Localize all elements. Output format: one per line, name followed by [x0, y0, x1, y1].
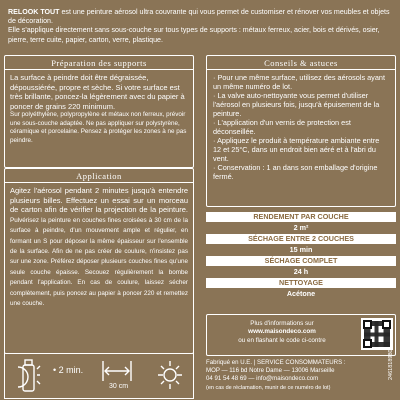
brand-name: RELOOK TOUT: [8, 8, 60, 16]
reference-number: 2461818980: [388, 349, 394, 380]
qr-corner: [363, 320, 372, 329]
conseil-item: · Appliquez le produit à température ambiante entre 12 et 25°C, dans un endroit bien aéré et à l'abri du vent.: [213, 136, 380, 163]
left-column: [4, 55, 194, 390]
preparation-title: Préparation des supports: [5, 56, 193, 70]
conseils-title: Conseils & astuces: [207, 56, 395, 70]
spec-value-nettoyage: Acétone: [286, 289, 316, 298]
spec-value-sechage-complet: 24 h: [293, 267, 309, 276]
usage-icons: [4, 351, 194, 399]
application-text: [5, 183, 193, 311]
conseils-list: [207, 70, 395, 184]
application-small-text: Pulvérisez la peinture en couches fines croisées à 30 cm de la surface à peindre, d'un mouvement ample et régulier, en formant un S pour déposer la même épaisseur sur l'ensemble de la surface. Afin de ne pas créer de coulure, n'insistez pas sur une zone. Préférez déposer plusieurs couches fines qu'une seule couche épaisse. Secouez régulièrement la bombe pendant l'application. En cas de coulure, laissez sécher complètement, puis poncez au papier à poncer 220 et remettez une couche.: [10, 216, 188, 308]
qr-corner: [382, 320, 391, 329]
intro-line-1: est une peinture aérosol ultra couvrante qui vous permet de customiser et rénover vos meubles et objets de décoration.: [8, 8, 390, 26]
qr-corner: [363, 339, 372, 348]
intro-text: [8, 8, 392, 45]
time-label: • 2 min.: [53, 365, 84, 375]
application-main-text: Agitez l'aérosol pendant 2 minutes jusqu'à entendre plusieurs billes. Effectuez un essai sur un morceau de carton afin de vérifier la projection de la peinture.: [10, 186, 188, 215]
fabrication-info: [206, 359, 396, 392]
conseil-item: · L'application d'un vernis de protection est déconseillée.: [213, 118, 351, 136]
conseils-box: [206, 55, 396, 207]
qr-code[interactable]: [361, 318, 393, 350]
fabrication-line-1: Fabriqué en U.E. | SERVICE CONSOMMATEURS :: [206, 359, 346, 366]
preparation-text: [5, 70, 193, 148]
spec-value-sechage-couches: 15 min: [289, 245, 313, 254]
conseil-item: · Pour une même surface, utilisez des aérosols ayant un même numéro de lot.: [213, 73, 385, 91]
info-box: [206, 314, 396, 356]
spec-value-rendement: 2 m²: [293, 223, 309, 232]
spec-label-sechage-couches: SÉCHAGE ENTRE 2 COUCHES: [206, 234, 396, 244]
application-title: Application: [5, 169, 193, 183]
intro-line-2: Elle s'applique directement sans sous-couche sur tous types de supports : métaux ferreux, acier, bois et dérivés, osier, pierre, terre cuite, papier, carton, verre, plastique.: [8, 26, 380, 44]
preparation-main-text: La surface à peindre doit être dégraissée, dépoussiérée, propre et sèche. Si votre surface est très brillante, poncez-la légèrement avec du papier à poncer de grains 220 minimum.: [10, 73, 185, 111]
website-link[interactable]: www.maisondeco.com: [248, 328, 316, 336]
preparation-small-text: Sur polyéthylène, polypropylène et métaux non ferreux, prévoir une sous-couche adaptée. Ne pas appliquer sur polystyrène, céramique et porcelaine. Pensez à protéger les zones à ne pas peindre.: [10, 111, 187, 144]
info-lines: [213, 320, 351, 345]
info-line-2: ou en flashant le code ci-contre: [238, 336, 326, 344]
fabrication-line-2: MOP — 116 bd Notre Dame — 13006 Marseille: [206, 367, 335, 375]
sun-icon: [155, 355, 185, 395]
specs-table: [206, 212, 396, 300]
conseil-item: · La valve auto-nettoyante vous permet d'utiliser l'aérosol en plusieurs fois, jusqu'à épuisement de la peinture.: [213, 91, 380, 118]
fabrication-line-4: (en cas de réclamation, munir de ce numéro de lot): [206, 384, 331, 391]
conseil-item: · Conservation : 1 an dans son emballage d'origine fermé.: [213, 163, 378, 181]
distance-label: 30 cm: [109, 383, 129, 390]
preparation-box: [4, 55, 194, 168]
spray-can-icon: [15, 355, 41, 395]
spec-label-sechage-complet: SÉCHAGE COMPLET: [206, 256, 396, 266]
spec-label-nettoyage: NETTOYAGE: [206, 278, 396, 288]
fabrication-line-3: 04 91 54 48 69 — info@maisondeco.com: [206, 375, 319, 383]
spec-label-rendement: RENDEMENT PAR COUCHE: [206, 212, 396, 222]
application-box: [4, 168, 194, 354]
info-line-1: Plus d'informations sur: [250, 320, 314, 327]
